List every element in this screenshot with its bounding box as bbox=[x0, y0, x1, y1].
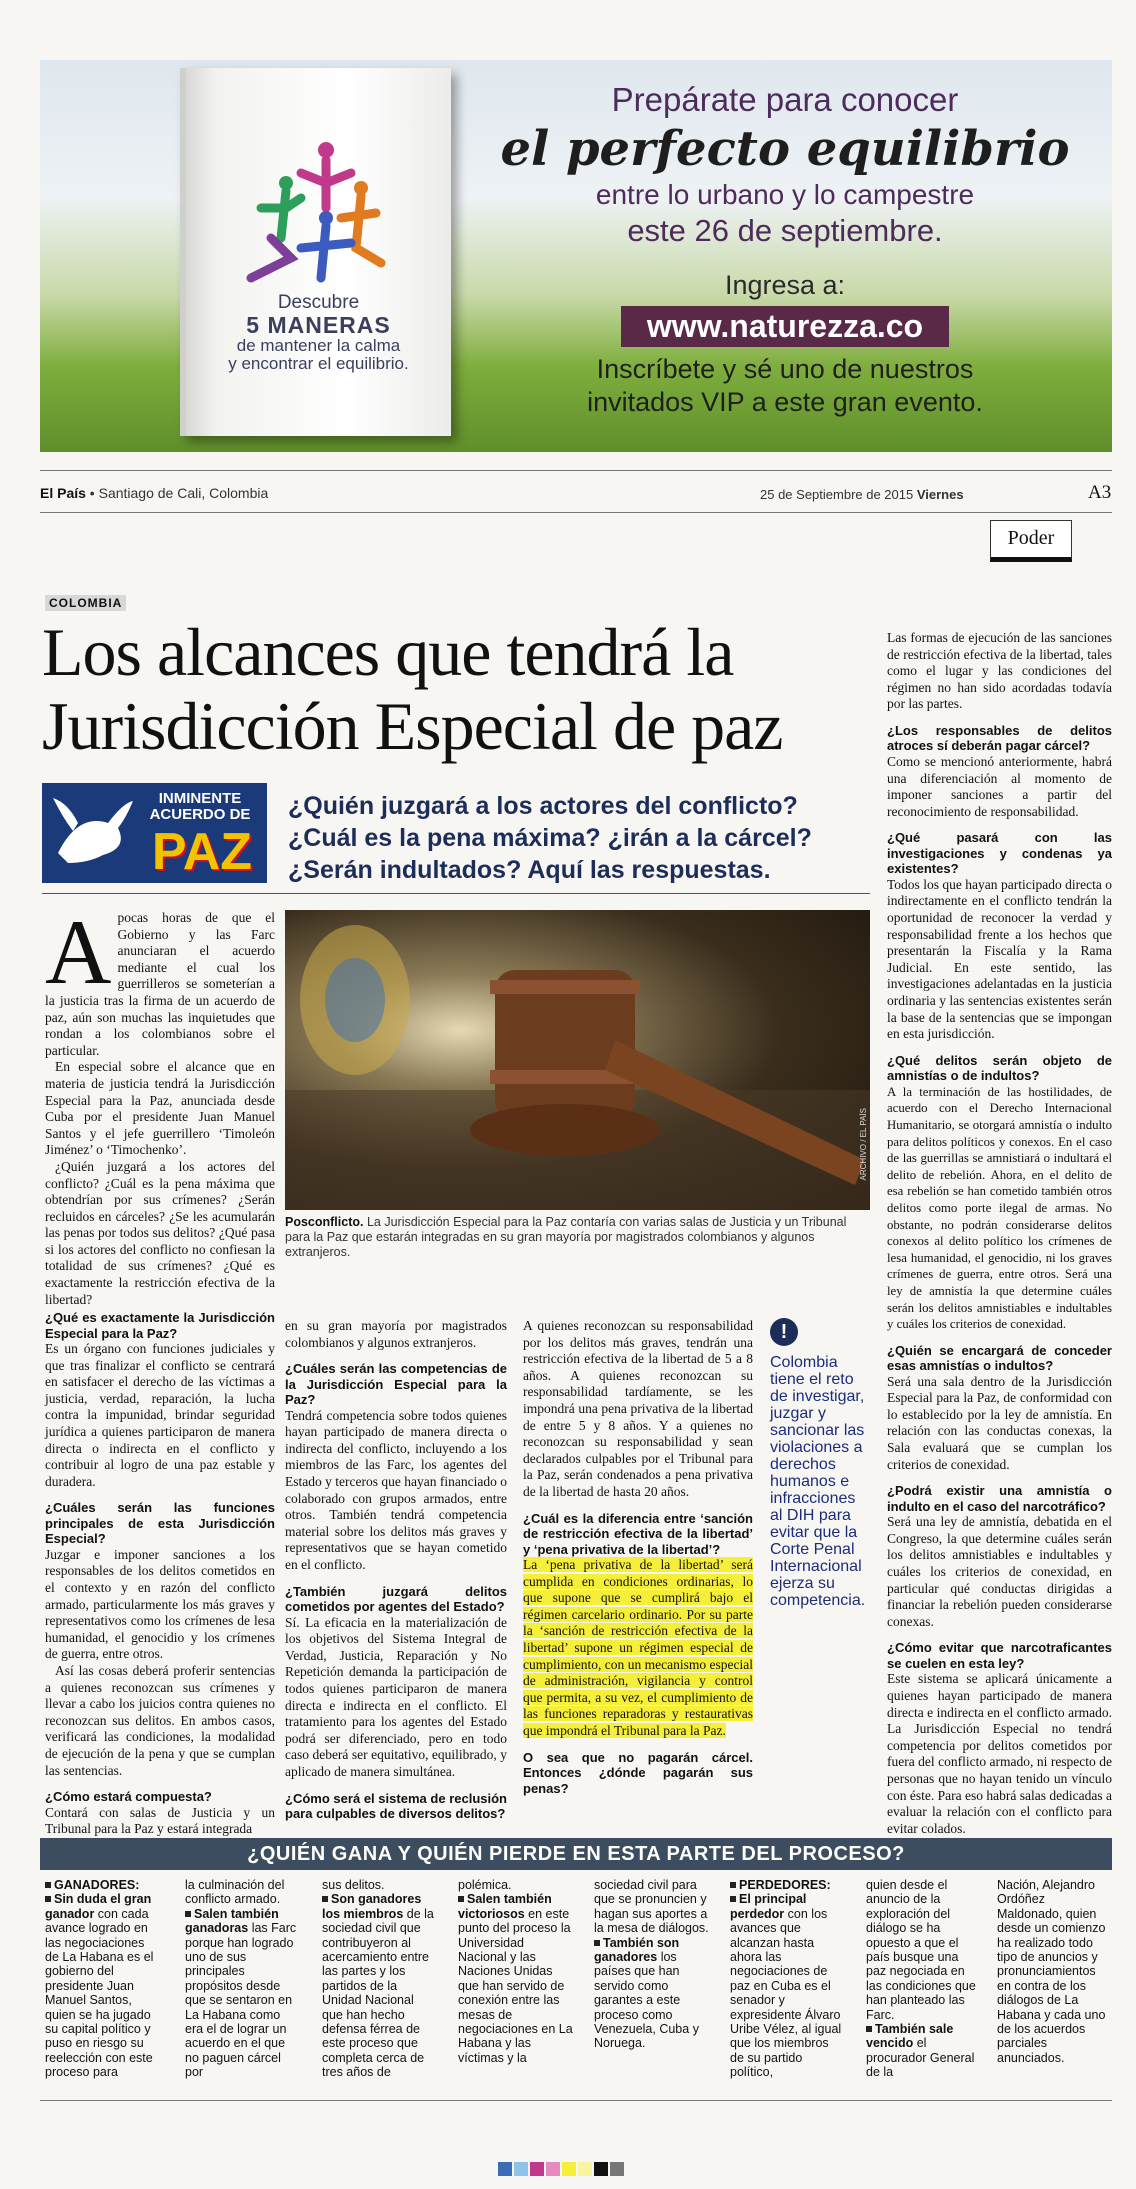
question-heading: ¿Cómo evitar que narcotraficantes se cuelen en esta ley? bbox=[887, 1640, 1112, 1671]
exclamation-icon: ! bbox=[770, 1318, 798, 1346]
bullet-text: el procurador General de la bbox=[866, 2036, 975, 2080]
color-registration-bar bbox=[498, 2162, 638, 2176]
folio-weekday: Viernes bbox=[916, 487, 964, 502]
losers-column-2 bbox=[866, 1878, 981, 2080]
bullet-icon bbox=[730, 1882, 736, 1888]
bullet-text: polémica. bbox=[458, 1878, 512, 1892]
winners-heading: GANADORES: bbox=[54, 1878, 140, 1892]
question-heading: ¿Cuál es la diferencia entre ‘sanción de restricción efectiva de la libertad’ y ‘pena privativa de la libertad’? bbox=[523, 1510, 753, 1557]
ad-book-line1: Descubre bbox=[277, 292, 360, 313]
bullet-icon bbox=[45, 1882, 51, 1888]
bullet-text: las Farc porque han logrado uno de sus principales propósitos desde que se sentaron en La Habana como era el de lograr un acuerdo en el que no paguen cárcel por bbox=[185, 1921, 297, 2080]
bullet-icon bbox=[322, 1896, 328, 1902]
bullet-text: sus delitos. bbox=[322, 1878, 385, 1892]
bullet-lead: También sale vencido bbox=[866, 2022, 954, 2051]
bullet-text: en este punto del proceso la Universidad Nacional y las Naciones Unidas que han servido de conexión entre las mesas de negociaciones en La Habana y las víctimas y la bbox=[458, 1906, 573, 2065]
answer-paragraph: en su gran mayoría por magistrados colombianos y algunos extranjeros. bbox=[285, 1318, 507, 1350]
ad-line1: Prepárate para conocer bbox=[611, 81, 959, 118]
pull-quote bbox=[770, 1318, 870, 1609]
ad-book-line2: 5 MANERAS bbox=[246, 311, 391, 338]
ad-line4: este 26 de septiembre. bbox=[627, 213, 943, 248]
yoga-figures-icon bbox=[231, 138, 411, 288]
folio-bottom-rule bbox=[40, 512, 1112, 513]
lead-paragraph-3: ¿Quién juzgará a los actores del conflicto? ¿Cuál es la pena máxima que obtendrían por sus crímenes? ¿Serán recluidos en cárceles? ¿Se les acumularán las penas por todos sus delitos? ¿Qué pasa si los actores del conflicto no confiesan la totalidad de sus crímenes? ¿Qué es exactamente la restricción efectiva de la libertad? bbox=[45, 1158, 275, 1307]
article-column-1 bbox=[45, 1300, 275, 1838]
winners-losers-banner: ¿QUIÉN GANA Y QUIÉN PIERDE EN ESTA PARTE DEL PROCESO? bbox=[40, 1838, 1112, 1870]
question-heading: ¿Cuáles serán las funciones principales de esta Jurisdicción Especial? bbox=[45, 1500, 275, 1547]
answer-paragraph: Así las cosas deberá proferir sentencias a quienes reconozcan sus crímenes y llevar a cabo los juicios contra quienes no reconozcan sus delitos. En ambos casos, verificará las condiciones, la modalidad de ejecución de la pena y que se cumplan las sentencias. bbox=[45, 1663, 275, 1778]
ad-url-link[interactable]: www.naturezza.co bbox=[621, 306, 949, 347]
deck-line2: ¿Cuál es la pena máxima? ¿irán a la cárcel? bbox=[288, 824, 812, 852]
losers-heading: PERDEDORES: bbox=[739, 1878, 831, 1892]
question-heading: ¿Los responsables de delitos atroces sí deberán pagar cárcel? bbox=[887, 722, 1112, 754]
bullet-icon bbox=[866, 2026, 872, 2032]
ad-book-line3: de mantener la calma bbox=[236, 336, 401, 356]
question-heading: ¿Cuáles serán las competencias de la Jurisdicción Especial para la Paz? bbox=[285, 1361, 507, 1408]
bullet-lead: Sin duda el gran ganador bbox=[45, 1892, 152, 1921]
bullet-text: Nación, Alejandro Ordóñez Maldonado, quien desde un comienzo ha realizado todo tipo de anuncios y pronunciamientos en contra de los diálogos de La Habana y cada uno de los acuerdos parciales anunciados. bbox=[997, 1878, 1106, 2065]
page-title bbox=[42, 615, 862, 763]
winners-column-1 bbox=[45, 1878, 160, 2080]
bullet-icon bbox=[45, 1896, 51, 1902]
question-heading: ¿Qué es exactamente la Jurisdicción Especial para la Paz? bbox=[45, 1310, 275, 1341]
caption-lead: Posconflicto. bbox=[285, 1215, 364, 1229]
section-kicker: COLOMBIA bbox=[45, 595, 126, 611]
article-column-3 bbox=[523, 1318, 753, 1796]
advertisement-banner[interactable] bbox=[40, 60, 1112, 452]
gavel-photo bbox=[285, 910, 870, 1210]
ad-line2: el perfecto equilibrio bbox=[500, 121, 1070, 177]
deck-line3: ¿Serán indultados? Aquí las respuestas. bbox=[288, 856, 771, 884]
answer-paragraph: A la terminación de las hostilidades, de acuerdo con el Derecho Internacional Humanitario, se otorgará amnistía o indulto para delitos políticos y conexos. En el caso de las guerrillas se amnistiará o indultará el delito de rebelión. Ahora, en el delito de esa rebelión se han cometido también otros delitos como porte ilegal de armas. No obstante, no podrán considerarse delitos conexos al delito político los crímenes de lesa humanidad, el genocidio, ni los graves crímenes de guerra, entre otros. Será una ley de amnistía la que determine cuáles serán los delitos amnistiables e indultables y cuáles los criterios de conexidad. bbox=[887, 1084, 1112, 1332]
answer-paragraph: Como se mencionó anteriormente, habrá una diferenciación al momento de imponer sanciones a partir del reconocimiento de responsabilidad. bbox=[887, 753, 1112, 819]
bullet-text: con cada avance logrado en las negociaciones de La Habana es el gobierno del presidente Juan Manuel Santos, quien se ha jugado su capital político y puso en riesgo su reelección con este proceso para bbox=[45, 1906, 154, 2080]
folio-left bbox=[40, 485, 268, 501]
photo-credit: ARCHIVO / EL PAÍS bbox=[859, 1107, 868, 1180]
answer-paragraph: Sí. La eficacia en la materialización de los objetivos del Sistema Integral de Verdad, Justicia, Reparación y No Repetición demanda la participación de todos quienes participaron de manera directa e indirecta en el conflicto. El tratamiento para los agentes del Estado podrá ser diferenciado, pero en todo caso deberá ser equitativo, equilibrado, y aplicado de manera simultánea. bbox=[285, 1614, 507, 1779]
deck-line1: ¿Quién juzgará a los actores del conflicto? bbox=[288, 792, 798, 820]
winners-column-5 bbox=[594, 1878, 709, 2051]
ad-line7: invitados VIP a este gran evento. bbox=[587, 387, 983, 417]
winners-column-2 bbox=[185, 1878, 300, 2080]
answer-paragraph: Será una ley de amnistía, debatida en el Congreso, la que determine cuáles serán los delitos amnistiables e indultables y cuáles los criterios de conexidad, en particular qué conductas dirigidas a financiar la rebelión pueden considerarse conexas. bbox=[887, 1514, 1112, 1629]
page-bottom-rule bbox=[40, 2100, 1112, 2101]
page-number: A3 bbox=[1088, 482, 1112, 503]
drop-cap: A bbox=[45, 901, 112, 1003]
question-heading: ¿Quién se encargará de conceder esas amnistías o indultos? bbox=[887, 1342, 1112, 1374]
ad-book-cover bbox=[180, 68, 451, 436]
answer-paragraph: Contará con salas de Justicia y un Tribunal para la Paz y estará integrada bbox=[45, 1804, 275, 1837]
headline-divider bbox=[42, 893, 870, 894]
bullet-icon bbox=[185, 1911, 191, 1917]
bullet-icon bbox=[730, 1896, 736, 1902]
headline-line2: Jurisdicción Especial de paz bbox=[42, 688, 783, 764]
question-heading: ¿Podrá existir una amnistía o indulto en el caso del narcotráfico? bbox=[887, 1483, 1112, 1514]
gavel-icon bbox=[285, 910, 870, 1210]
answer-paragraph: Juzgar e imponer sanciones a los responsables de los delitos cometidos en el contexto y en razón del conflicto armado, particularmente los más graves y representativos como los crímenes de lesa humanidad, el genocidio y los crímenes de guerra, entre otros. bbox=[45, 1546, 275, 1662]
bullet-lead: Salen también ganadoras bbox=[185, 1906, 279, 1936]
caption-text: La Jurisdicción Especial para la Paz contaría con varias salas de Justicia y un Tribunal para la Paz que estarán integradas en su gran mayoría por magistrados colombianos y algunos extranjeros. bbox=[285, 1215, 847, 1259]
answer-paragraph: A quienes reconozcan su responsabilidad por los delitos más graves, tendrán una restricción efectiva de la libertad de 5 a 8 años. A quienes reconozcan su responsabilidad tardíamente, se les impondrá una pena privativa de la libertad de entre 5 y 8 años. Y a quienes no reconozcan su responsabilidad y sean declarados culpables por el Tribunal para la Paz, serán condenados a pena privativa de la libertad de hasta 20 años. bbox=[523, 1318, 753, 1499]
bullet-icon bbox=[458, 1896, 464, 1902]
question-heading: O sea que no pagarán cárcel. Entonces ¿dónde pagarán sus penas? bbox=[523, 1749, 753, 1796]
answer-paragraph: Es un órgano con funciones judiciales y que tras finalizar el conflicto se centrará en satisfacer el derecho de las víctimas a justicia, verdad, reparación, la lucha contra la impunidad, brindar seguridad jurídica a quienes participaron de manera directa o indirecta en el conflicto y contribuir al logro de una paz estable y duradera. bbox=[45, 1341, 275, 1489]
article-lead bbox=[45, 901, 275, 1308]
bullet-icon bbox=[594, 1940, 600, 1946]
question-heading: ¿Qué pasará con las investigaciones y condenas ya existentes? bbox=[887, 830, 1112, 877]
logo-line3: PAZ bbox=[151, 823, 253, 881]
answer-paragraph: Este sistema se aplicará únicamente a quienes hayan participado de manera directa e indirecta en el conflicto armado. La Jurisdicción Especial no tendrá competencia por delitos cometidos por fuera del conflicto armado, ni respecto de personas que no hayan tenido un vínculo con éste. Para eso habrá salas dedicadas a evaluar la relación con el conflicto para evitar colados. bbox=[887, 1671, 1112, 1836]
winners-column-4 bbox=[458, 1878, 573, 2065]
ad-line3: entre lo urbano y lo campestre bbox=[595, 179, 975, 210]
bullet-text: de la sociedad civil que contribuyeron al acercamiento entre las partes y los partidos de la Unidad Nacional que han hecho defensa férrea de este proceso que completa cerca de tres años de bbox=[322, 1906, 434, 2080]
logo-line1: INMINENTE bbox=[158, 790, 242, 807]
article-deck bbox=[288, 790, 868, 886]
question-heading: ¿Qué delitos serán objeto de amnistías o de indultos? bbox=[887, 1052, 1112, 1084]
folio-city: • Santiago de Cali, Colombia bbox=[85, 485, 269, 501]
ad-book-line4: y encontrar el equilibrio. bbox=[228, 353, 409, 373]
question-heading: ¿Cómo será el sistema de reclusión para culpables de diversos delitos? bbox=[285, 1790, 507, 1822]
losers-column-3 bbox=[997, 1878, 1112, 2065]
lead-paragraph-1: pocas horas de que el Gobierno y las Farc anunciaran el acuerdo mediante el cual los guerrilleros se someterían a la justicia tras la firma de un acuerdo de paz, aún son muchas las inquietudes que rondan a los colombianos sobre el particular. bbox=[45, 910, 275, 1058]
lead-paragraph-2: En especial sobre el alcance que en materia de justicia tendrá la Jurisdicción Especial para la Paz, anunciada desde Cuba por el presidente Juan Manuel Santos y el jefe guerrillero ‘Timoleón Jiménez’ o ‘Timochenko’. bbox=[45, 1059, 275, 1158]
logo-line2: ACUERDO DE bbox=[149, 806, 251, 823]
question-heading: ¿También juzgará delitos cometidos por agentes del Estado? bbox=[285, 1583, 507, 1615]
folio-top-rule bbox=[40, 470, 1112, 471]
pull-quote-text: Colombia tiene el reto de investigar, juzgar y sancionar las violaciones a derechos humanos e infracciones al DIH para evitar que la Corte Penal Internacional ejerza su competencia. bbox=[770, 1354, 866, 1609]
ad-line6: Inscríbete y sé uno de nuestros bbox=[596, 354, 974, 384]
bullet-lead: El principal perdedor bbox=[730, 1892, 807, 1921]
peace-deal-logo bbox=[42, 783, 267, 883]
bullet-text: la culminación del conflicto armado. bbox=[185, 1878, 285, 1907]
bullet-lead: También son ganadores bbox=[594, 1935, 680, 1965]
answer-paragraph: Todos los que hayan participado directa o indirectamente en el conflicto tendrán la oportunidad de reconocer la verdad y responsabilidad frente a los hechos que presentarán la Fiscalía y la Rama Judicial. En este sentido, las investigaciones adelantadas en la justicia ordinaria y las sentencias existentes serán la base de la sentencias que se impongan en esta jurisdicción. bbox=[887, 876, 1112, 1042]
bullet-text: quien desde el anuncio de la exploración del diálogo se ha opuesto a que el país busque una paz negociada en las condiciones que han planteado las Farc. bbox=[866, 1878, 976, 2022]
dove-icon bbox=[48, 793, 136, 873]
headline-line1: Los alcances que tendrá la bbox=[42, 614, 734, 690]
bullet-lead: Son ganadores los miembros bbox=[322, 1892, 422, 1921]
winners-column-3 bbox=[322, 1878, 437, 2080]
bullet-text: sociedad civil para que se pronuncien y hagan sus aportes a la mesa de diálogos. bbox=[594, 1878, 709, 1936]
answer-paragraph: Tendrá competencia sobre todos quienes hayan participado de manera directa o indirecta del conflicto, incluyendo a los miembros de las Farc, los agentes del Estado y terceros que hayan financiado o colaborado con grupos armados, entre otros. También tendrá competencia material sobre los delitos más graves y representativos que se hayan cometido en el conflicto. bbox=[285, 1407, 507, 1573]
folio-date-text: 25 de Septiembre de 2015 bbox=[760, 487, 917, 502]
ad-line5: Ingresa a: bbox=[724, 270, 846, 300]
question-heading: ¿Cómo estará compuesta? bbox=[45, 1789, 212, 1805]
highlighted-answer: La ‘pena privativa de la libertad’ será cumplida en condiciones ordinarias, lo que supone que se cumplirá bajo el régimen carcelario ordinario. Por su parte la ‘sanción de restricción efectiva de la libertad’ supone un régimen especial de cumplimiento, con un mecanismo especial de administración, vigilancia y control que permita, a su vez, el cumplimiento de las funciones reparadoras y restaurativas que impondrá el Tribunal para la Paz. bbox=[523, 1557, 753, 1738]
losers-column-1 bbox=[730, 1878, 845, 2080]
answer-paragraph: Las formas de ejecución de las sanciones de restricción efectiva de la libertad, tales como el lugar y las condiciones del régimen no han sido acordadas todavía por las partes. bbox=[887, 630, 1112, 712]
folio-date bbox=[760, 487, 964, 502]
paper-name: El País bbox=[40, 485, 86, 501]
bullet-text: los países que han servido como garantes a este proceso como Venezuela, Cuba y Noruega. bbox=[594, 1950, 699, 2051]
answer-paragraph: Será una sala dentro de la Jurisdicción Especial para la Paz, de conformidad con lo establecido por la ley de amnistía. En relación con las conductas conexas, la Sala evaluará que se cumplan los criterios de conexidad. bbox=[887, 1373, 1112, 1472]
photo-caption bbox=[285, 1215, 870, 1260]
article-column-2 bbox=[285, 1318, 507, 1822]
bullet-lead: Salen también victoriosos bbox=[458, 1892, 552, 1921]
article-column-4 bbox=[887, 630, 1112, 1837]
section-tab: Poder bbox=[990, 520, 1072, 562]
bullet-text: con los avances que alcanzan hasta ahora las negociaciones de paz en Cuba es el senador y expresidente Álvaro Uribe Vélez, al igual que los miembros de su partido político, bbox=[730, 1906, 842, 2080]
